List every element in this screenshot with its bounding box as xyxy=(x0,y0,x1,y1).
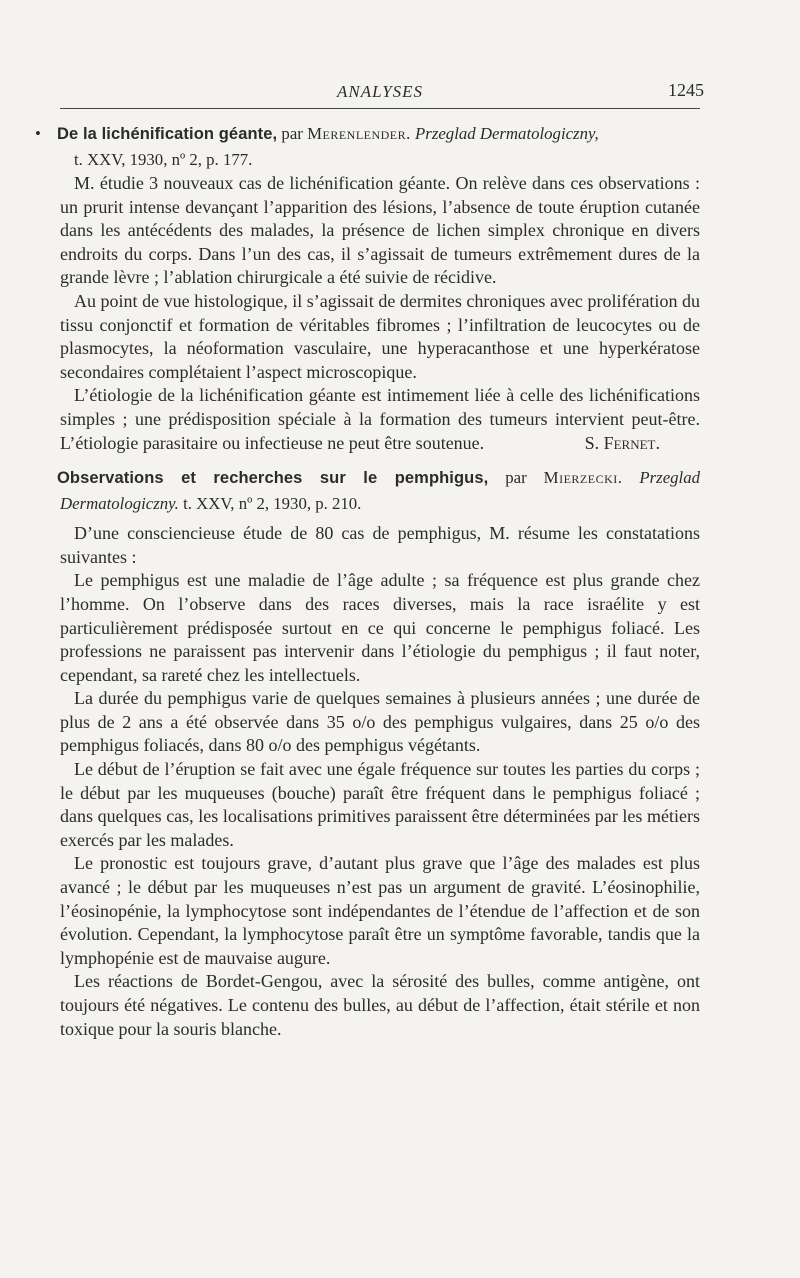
bullet-mark: • xyxy=(35,124,41,143)
paragraph: Le pronostic est toujours grave, d’autant plus grave que l’âge des malades est plus avancé ; le début par les muqueuses n’est pas un argument de gravité. L’éosinophilie, l’éosinopénie, la lymphocytose sont indépendantes de l’étendue de l’affection et de son évolution. Cependant, la lymphocytose paraît être un symptôme favorable, tandis que la lymphopénie est de mauvaise augure. xyxy=(60,853,700,968)
article-journal: Przeglad Dermatologiczny, xyxy=(415,124,599,143)
article-author: Mierzecki. xyxy=(543,468,623,488)
article-lichenification xyxy=(35,121,700,455)
article-pemphigus xyxy=(57,465,700,1041)
paragraph: Au point de vue histologique, il s’agissait de dermites chroniques avec prolifération du tissu conjonctif et formation de véritables fibromes ; l’infiltration de leucocytes ou de plasmocytes, la néoformation vasculaire, une hyperacanthose et une hyperkératose secondaires complétaient l’aspect microscopique. xyxy=(60,290,700,382)
article-heading xyxy=(35,121,700,172)
paragraph: M. étudie 3 nouveaux cas de lichénification géante. On relève dans ces observations : un prurit intense devançant l’apparition des lésions, l’absence de toute éruption cutanée dans les antécédents des malades, la présence de lichen simplex chronique en divers endroits du corps. Dans l’un des cas, il s’agissait de tumeurs extrêmement dures de la grande lèvre ; l’ablation chirurgicale a été suivie de récidive. xyxy=(60,173,700,288)
article-by: par xyxy=(281,124,303,143)
article-title: Observations et recherches sur le pemphigus, xyxy=(57,469,489,488)
article-heading xyxy=(57,465,700,516)
running-header xyxy=(60,78,704,108)
paragraph: La durée du pemphigus varie de quelques semaines à plusieurs années ; une durée de plus de 2 ans a été observée dans 35 o/o des pemphigus vulgaires, dans 25 o/o des pemphigus foliacés, dans 80 o/o des pemphigus végétants. xyxy=(60,688,700,756)
paragraph: Les réactions de Bordet-Gengou, avec la sérosité des bulles, comme antigène, ont toujours été négatives. Le contenu des bulles, au début de l’affection, était stérile et non toxique pour la souris blanche. xyxy=(60,971,700,1039)
article-citation: t. XXV, 1930, nº 2, p. 177. xyxy=(74,150,253,169)
signature: S. Fernet. xyxy=(584,432,660,453)
paragraph-with-signature xyxy=(60,384,700,455)
running-title: ANALYSES xyxy=(336,82,424,101)
article-journal: Przeglad Dermatologiczny. xyxy=(60,468,700,514)
paragraph: L’étiologie de la lichénification géante est intimement liée à celle des lichénifications simples ; une prédisposition spéciale à la formation des tumeurs intervient peut-être. L’étiologie parasitaire ou infectieuse ne peut être soutenue. xyxy=(60,385,700,453)
article-author: Merenlender. xyxy=(307,124,411,143)
paragraph: Le pemphigus est une maladie de l’âge adulte ; sa fréquence est plus grande chez l’homme. On l’observe dans des races diverses, mais la race israélite y est particulièrement prédisposée surtout en ce qui concerne le pemphigus foliacé. Les professions ne paraissent pas intervenir dans l’étiologie du pemphigus ; il faut noter, cependant, sa rareté chez les intellectuels. xyxy=(60,570,700,685)
article-citation: t. XXV, nº 2, 1930, p. 210. xyxy=(183,494,362,514)
page-number: 1245 xyxy=(668,80,704,100)
article-title: De la lichénification géante, xyxy=(57,125,278,143)
paragraph: Le début de l’éruption se fait avec une égale fréquence sur toutes les parties du corps ; le début par les muqueuses (bouche) paraît être fréquent dans le pemphigus foliacé ; dans quelques cas, les localisations primitives paraissent être déterminées par les métiers exercés par les malades. xyxy=(60,759,700,850)
paragraph: D’une consciencieuse étude de 80 cas de pemphigus, M. résume les constatations suivantes : xyxy=(60,523,700,567)
article-by: par xyxy=(505,468,527,488)
header-rule xyxy=(60,108,700,109)
page xyxy=(35,78,704,1047)
